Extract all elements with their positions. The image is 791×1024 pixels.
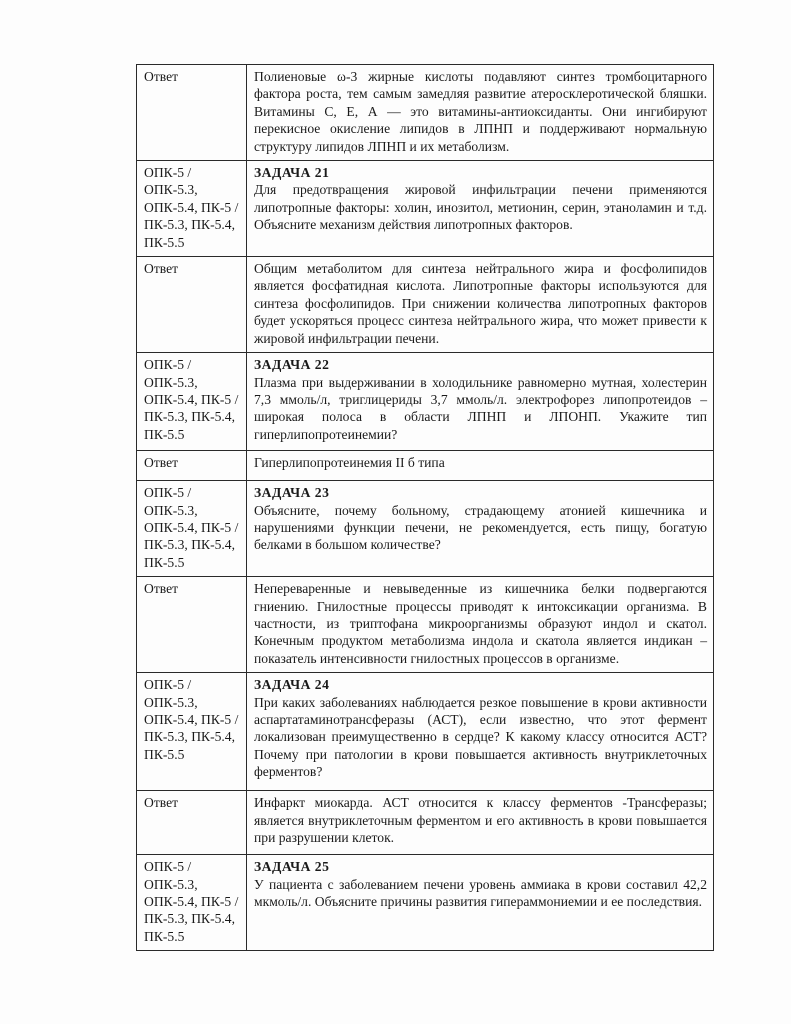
task-text: Объясните, почему больному, страдающему атонией кишечника и нарушениями функции печени, не рекомендуется, есть пищу, богатую белками в большом количестве? [254,502,707,553]
task-text: У пациента с заболеванием печени уровень аммиака в крови составил 42,2 мкмоль/л. Объясните причины развития гипераммониемии и ее последствия. [254,876,707,909]
task-row-23 [137,481,714,577]
answer-label: Ответ [137,791,247,855]
competence-codes: ОПК-5 /ОПК-5.3, ОПК-5.4, ПК-5 /ПК-5.3, ПК-5.4, ПК-5.5 [137,855,247,951]
task-row-25 [137,855,714,951]
answer-row [137,65,714,161]
answer-label: Ответ [137,451,247,481]
competence-codes: ОПК-5 /ОПК-5.3, ОПК-5.4, ПК-5 /ПК-5.3, ПК-5.4, ПК-5.5 [137,353,247,451]
answer-text: Общим метаболитом для синтеза нейтрального жира и фосфолипидов является фосфатидная кислота. Липотропные факторы используются для синтеза фосфолипидов. При снижении количества липотропных факторов будет ускоряться процесс синтеза нейтрального жира, что может привести к жировой инфильтрации печени. [247,257,714,353]
competence-codes: ОПК-5 /ОПК-5.3, ОПК-5.4, ПК-5 /ПК-5.3, ПК-5.4, ПК-5.5 [137,673,247,791]
competence-codes: ОПК-5 /ОПК-5.3, ОПК-5.4, ПК-5 /ПК-5.3, ПК-5.4, ПК-5.5 [137,481,247,577]
task-cell [247,481,714,577]
task-cell [247,161,714,257]
task-title: ЗАДАЧА 24 [254,677,330,693]
task-title: ЗАДАЧА 23 [254,485,330,501]
answer-label: Ответ [137,257,247,353]
answer-text: Полиеновые ω-3 жирные кислоты подавляют синтез тромбоцитарного фактора роста, тем самым замедляя развитие атеросклеротической бляшки. Витамины С, Е, А — это витамины-антиоксиданты. Они ингибируют перекисное окисление липидов в ЛПНП и поддерживают нормальную структуру липидов ЛПНП и их метаболизм. [247,65,714,161]
answer-row [137,257,714,353]
answer-row [137,577,714,673]
answer-text: Гиперлипопротеинемия II б типа [247,451,714,481]
answer-label: Ответ [137,65,247,161]
task-row-22 [137,353,714,451]
task-row-24 [137,673,714,791]
task-cell [247,855,714,951]
answer-text: Инфаркт миокарда. АСТ относится к классу ферментов -Трансферазы; является внутриклеточным ферментом и его активность в крови повышается при разрушении клеток. [247,791,714,855]
task-text: Плазма при выдерживании в холодильнике равномерно мутная, холестерин 7,3 ммоль/л, триглицериды 3,7 ммоль/л. электрофорез липопротеидов – широкая полоса в области ЛПНП и ЛПОНП. Укажите тип гиперлипопротеинемии? [254,374,707,442]
task-cell [247,673,714,791]
task-text: Для предотвращения жировой инфильтрации печени применяются липотропные факторы: холин, инозитол, метионин, серин, этаноламин и т.д. Объясните механизм действия липотропных факторов. [254,182,707,233]
answer-row [137,451,714,481]
competence-codes: ОПК-5 /ОПК-5.3, ОПК-5.4, ПК-5 /ПК-5.3, ПК-5.4, ПК-5.5 [137,161,247,257]
task-title: ЗАДАЧА 21 [254,165,330,181]
task-title: ЗАДАЧА 25 [254,859,330,875]
answer-text: Непереваренные и невыведенные из кишечника белки подвергаются гниению. Гнилостные процессы приводят к интоксикации организма. В частности, из триптофана микроорганизмы образуют индол и скатол. Конечным продуктом метаболизма индола и скатола является индикан – показатель интенсивности гнилостных процессов в организме. [247,577,714,673]
task-cell [247,353,714,451]
answer-label: Ответ [137,577,247,673]
answer-row [137,791,714,855]
task-title: ЗАДАЧА 22 [254,357,330,373]
task-row-21 [137,161,714,257]
task-text: При каких заболеваниях наблюдается резкое повышение в крови активности аспартатаминотрансферазы (АСТ), если известно, что этот фермент локализован преимущественно в сердце? К какому классу относится АСТ? Почему при патологии в крови повышается активность внутриклеточных ферментов? [254,694,707,780]
tasks-table [136,64,714,951]
